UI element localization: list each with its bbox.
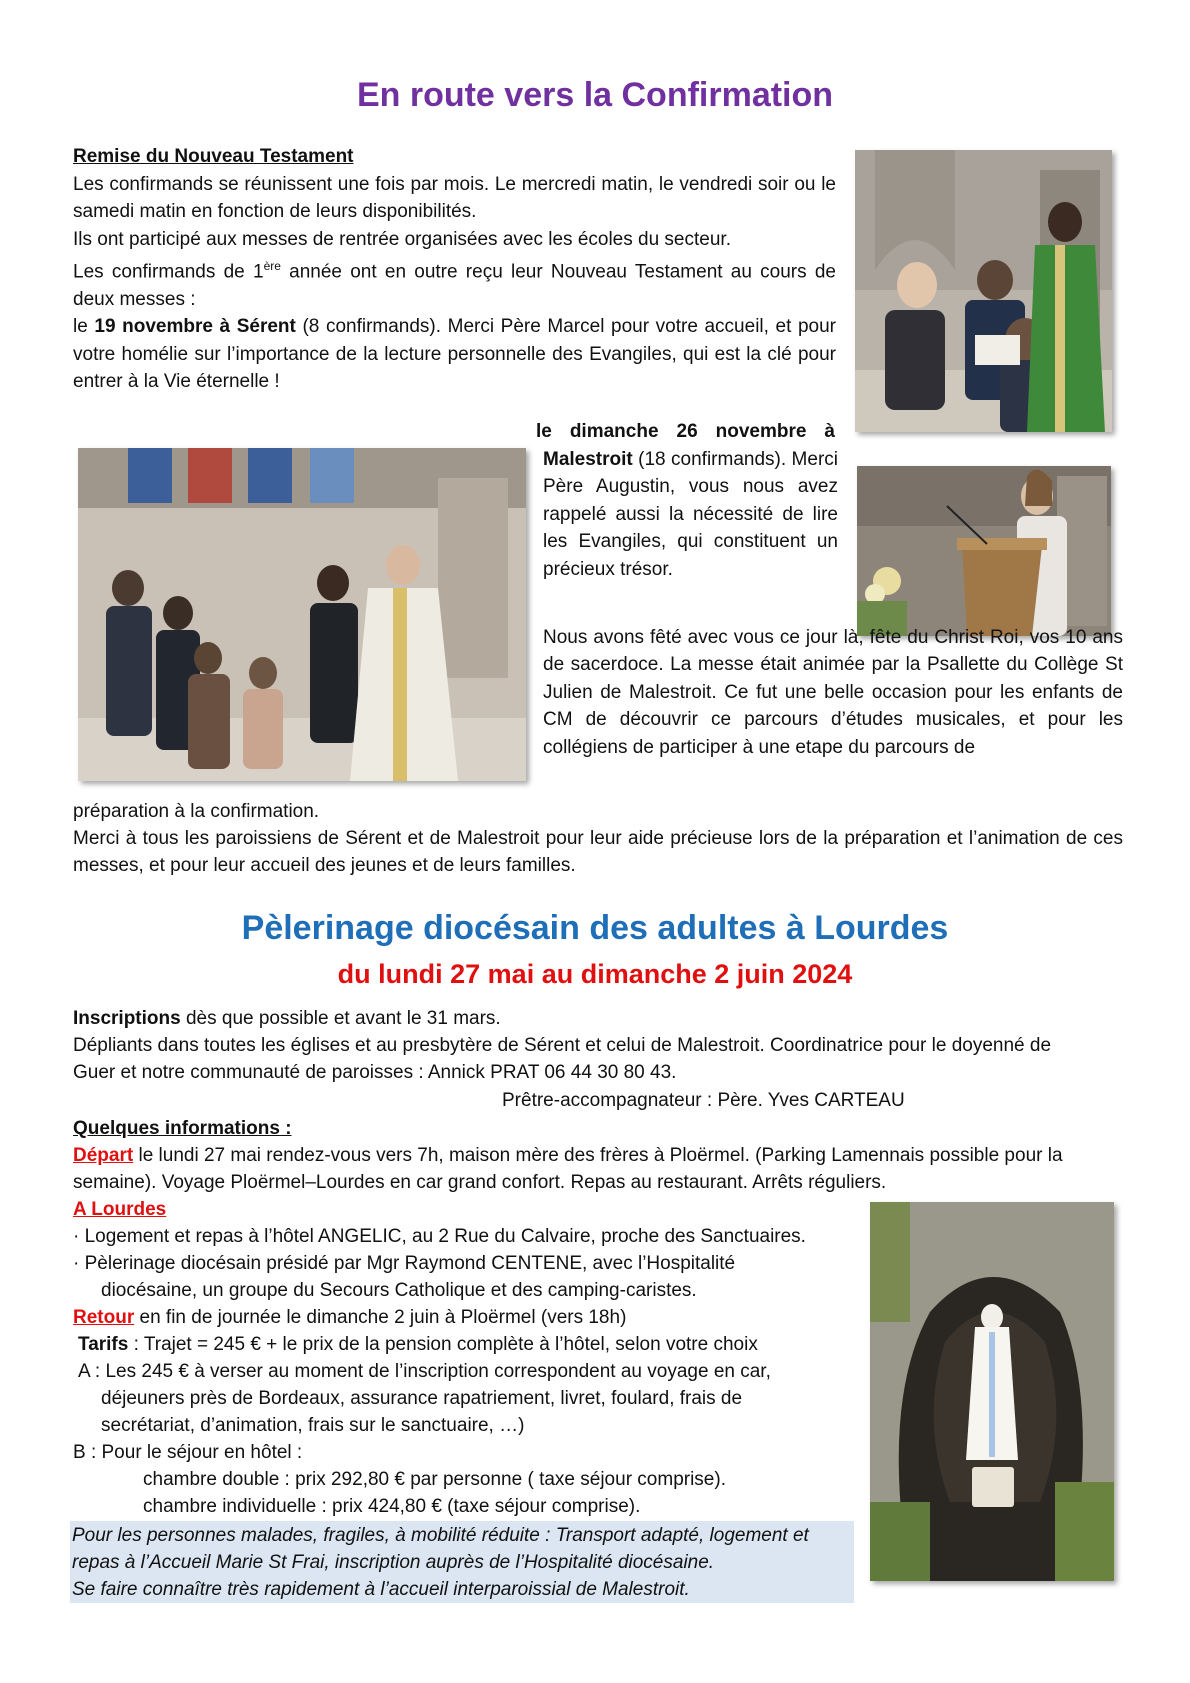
paragraph-serent: le 19 novembre à Sérent (8 confirmands). Merci Père Marcel pour votre accueil, et pour votre homélie sur l’importance de la lecture personnelle des Evangiles, qui est la clé pour entrer à la Vie éternelle !	[73, 316, 836, 393]
note-line-1: Pour les personnes malades, fragiles, à mobilité réduite : Transport adapté, logement et	[72, 1525, 809, 1546]
paragraph-merci-paroissiens: Merci à tous les paroissiens de Sérent et de Malestroit pour leur aide précieuse lors de la préparation et l’animation de ces messes, et pour leur accueil des jeunes et de leurs familles.	[73, 828, 1123, 877]
subtitle-nouveau-testament: Remise du Nouveau Testament	[73, 146, 354, 167]
photo-serent-mass	[855, 150, 1112, 432]
lourdes-label: A Lourdes	[73, 1199, 167, 1220]
depliants-line-1: Dépliants dans toutes les églises et au presbytère de Sérent et celui de Malestroit. Coordinatrice pour le doyenné de	[73, 1035, 1052, 1056]
depliants-line-2: Guer et notre communauté de paroisses : Annick PRAT 06 44 30 80 43.	[73, 1062, 677, 1083]
bullet-pelerinage-1: · Pèlerinage diocésain présidé par Mgr Raymond CENTENE, avec l’Hospitalité	[73, 1253, 736, 1274]
note-line-2: repas à l’Accueil Marie St Frai, inscription auprès de l’Hospitalité diocésaine.	[72, 1552, 715, 1573]
paragraph-reunions: Les confirmands se réunissent une fois par mois. Le mercredi matin, le vendredi soir ou le samedi matin en fonction de leurs disponibilités.	[73, 174, 836, 223]
note-line-3: Se faire connaître très rapidement à l’accueil interparoissial de Malestroit.	[72, 1579, 690, 1600]
bullet-hotel: · Logement et repas à l’hôtel ANGELIC, au 2 Rue du Calvaire, proche des Sanctuaires.	[73, 1226, 806, 1247]
tarif-a-line-2: déjeuners près de Bordeaux, assurance rapatriement, livret, foulard, frais de	[101, 1388, 743, 1409]
section-title-lourdes: Pèlerinage diocésain des adultes à Lourdes	[241, 909, 949, 947]
paragraph-nouveau-testament: Les confirmands de 1ère année ont en outre reçu leur Nouveau Testament au cours de deux messes :	[73, 259, 836, 310]
tarif-b-line-1: B : Pour le séjour en hôtel :	[73, 1442, 303, 1463]
tarif-a-line-1: A : Les 245 € à verser au moment de l’inscription correspondent au voyage en car,	[78, 1361, 771, 1382]
intro-paragraphs	[73, 171, 836, 396]
photo-lourdes-grotto	[870, 1202, 1114, 1581]
lourdes-dates: du lundi 27 mai au dimanche 2 juin 2024	[337, 959, 853, 989]
section-title-confirmation: En route vers la Confirmation	[356, 76, 834, 114]
bullet-pelerinage-2: diocésaine, un groupe du Secours Catholique et des camping-caristes.	[101, 1280, 697, 1301]
malestroit-end: préparation à la confirmation.	[73, 801, 320, 822]
infos-title: Quelques informations :	[73, 1118, 292, 1139]
malestroit-celebration: Nous avons fêté avec vous ce jour là, fête du Christ Roi, vos 10 ans de sacerdoce. La messe était animée par la Psallette du Collège St Julien de Malestroit. Ce fut une belle occasion pour les enfants de CM de découvrir ce parcours d’études musicales, et pour les collégiens de participer à une etape du parcours de	[543, 627, 1123, 758]
note-mobilite-reduite	[70, 1521, 854, 1603]
paragraph-messes-rentree: Ils ont participé aux messes de rentrée organisées avec les écoles du secteur.	[73, 228, 731, 250]
photo-lectern-reading	[857, 466, 1111, 636]
depart-line-2: semaine). Voyage Ploërmel–Lourdes en car grand confort. Repas au restaurant. Arrêts réguliers.	[73, 1172, 887, 1193]
tarif-b-individuelle: chambre individuelle : prix 424,80 € (taxe séjour comprise).	[143, 1496, 641, 1517]
tarif-b-double: chambre double : prix 292,80 € par personne ( taxe séjour comprise).	[143, 1469, 726, 1490]
malestroit-column	[543, 446, 838, 583]
tarifs-line: Tarifs : Trajet = 245 € + le prix de la pension complète à l’hôtel, selon votre choix	[78, 1334, 758, 1355]
retour-line: Retour en fin de journée le dimanche 2 juin à Ploërmel (vers 18h)	[73, 1307, 627, 1328]
depart-line-1: Départ le lundi 27 mai rendez-vous vers 7h, maison mère des frères à Ploërmel. (Parking Lamennais possible pour la	[73, 1145, 1063, 1166]
tarif-a-line-3: secrétariat, d’animation, frais sur le sanctuaire, …)	[101, 1415, 525, 1436]
malestroit-line-1: le dimanche 26 novembre à	[536, 421, 835, 442]
inscriptions-line: Inscriptions dès que possible et avant le 31 mars.	[73, 1008, 501, 1029]
malestroit-thanks: Malestroit (18 confirmands). Merci Père Augustin, vous nous avez rappelé aussi la nécessité de lire les Evangiles, qui constituent un précieux trésor.	[543, 449, 838, 580]
photo-malestroit-group	[78, 448, 526, 781]
pretre-accompagnateur: Prêtre-accompagnateur : Père. Yves CARTEAU	[502, 1090, 905, 1111]
